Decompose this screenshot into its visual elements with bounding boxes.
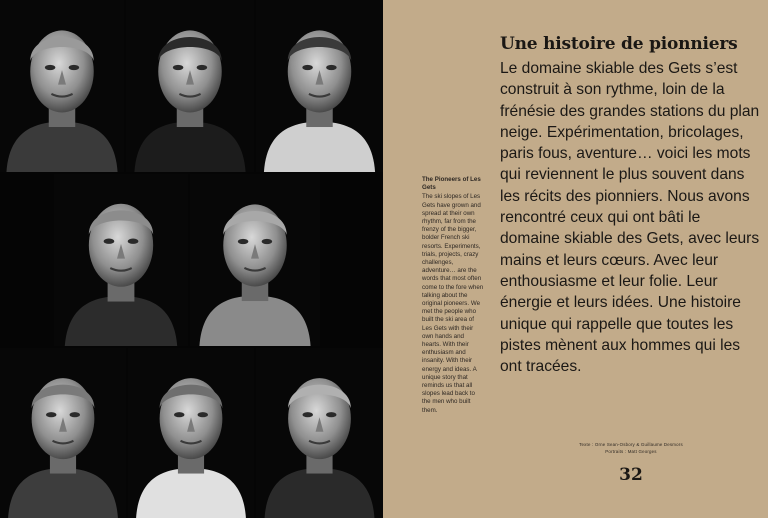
article-headline: Une histoire de pionniers bbox=[500, 34, 738, 54]
credit-photos: Portraits : Matt Georges bbox=[605, 448, 657, 454]
portrait-photo bbox=[126, 0, 254, 172]
credits bbox=[500, 442, 762, 455]
portrait-photo bbox=[54, 174, 188, 346]
portrait-photo bbox=[256, 348, 383, 518]
text-page bbox=[383, 0, 768, 518]
page-number: 32 bbox=[619, 465, 643, 485]
portrait-grid bbox=[0, 0, 383, 518]
english-title: The Pioneers of Les Gets bbox=[422, 176, 481, 192]
english-body: The ski slopes of Les Gets have grown and spread at their own rhythm, far from the frenzy of the bigger, bolder French ski resorts. Experiments, trials, projects, crazy challenges, adventure… are the words that most often come to the fore when talking about the original pioneers. We met the people who built the ski area of Les Gets with their own hands and hearts. With their enthusiasm and insanity. With their energy and ideas. A unique story that reminds us that all slopes lead back to the men who built them. bbox=[422, 193, 484, 414]
credit-text: Texte : Orne Sean-Osbory & Guillaume Desmors bbox=[579, 442, 683, 447]
english-sidebar bbox=[422, 176, 484, 415]
portrait-photo bbox=[0, 348, 126, 518]
article-body: Le domaine skiable des Gets s’est construit à son rythme, loin de la frénésie des grandes stations du plan neige. Expérimentation, bricolages, paris fous, aventure… voici les mots qui reviennent le plus souvent dans les récits des pionniers. Nous avons rencontré ceux qui ont bâti le domaine skiable des Gets, avec leurs mains et leurs cœurs. Avec leur enthousiasme et leur folie. Leur énergie et leurs idées. Une histoire unique qui rappelle que toutes les pistes mènent aux hommes qui les ont tracées. bbox=[500, 60, 760, 376]
portrait-photo bbox=[128, 348, 254, 518]
portrait-photo bbox=[256, 0, 383, 172]
portrait-photo bbox=[0, 0, 124, 172]
portrait-photo bbox=[190, 174, 320, 346]
